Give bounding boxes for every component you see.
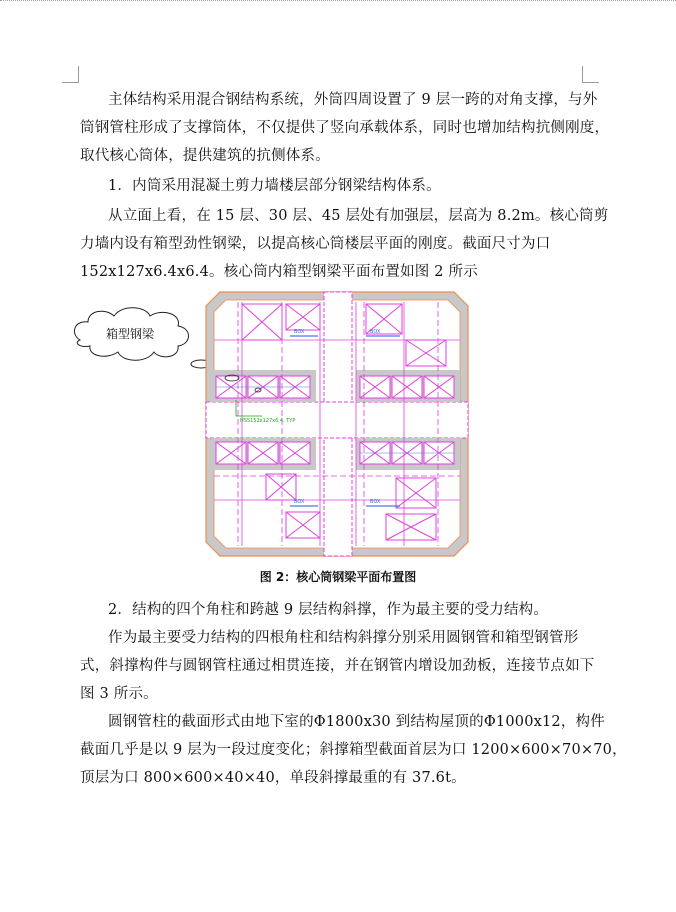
para6-line3: 顶层为口 800×600×40×40，单段斜撑最重的有 37.6t。 xyxy=(80,770,466,786)
para3-line1: 从立面上看，在 15 层、30 层、45 层处有加强层，层高为 8.2m。核心筒剪 xyxy=(108,208,609,224)
para6-line2: 截面几乎是以 9 层为一段过度变化；斜撑箱型截面首层为口 1200×600×70×70， xyxy=(80,742,627,758)
box-label: BOX xyxy=(370,329,381,335)
para5-line1: 作为最主要受力结构的四根角柱和结构斜撑分别采用圆钢管和箱型钢管形 xyxy=(108,630,579,646)
body-text-top xyxy=(80,88,610,288)
para6-line1: 圆钢管柱的截面形式由地下室的Φ1800x30 到结构屋顶的Φ1000x12，构件 xyxy=(108,714,605,730)
core-plan-drawing xyxy=(66,290,482,558)
core-plan-figure xyxy=(66,290,482,558)
crop-mark-top-right xyxy=(582,66,599,83)
callout-cloud xyxy=(74,308,211,368)
dimension-label: HSS152x127x6.4, TYP xyxy=(240,418,296,424)
para1-line3: 取代核心筒体，提供建筑的抗侧体系。 xyxy=(80,148,330,164)
para4-line1: 2．结构的四个角柱和跨越 9 层结构斜撑，作为最主要的受力结构。 xyxy=(108,602,549,618)
para1-line2: 筒钢管柱形成了支撑筒体，不仅提供了竖向承载体系，同时也增加结构抗侧刚度， xyxy=(80,120,610,136)
body-text-bottom xyxy=(80,598,627,798)
box-label: BOX xyxy=(370,499,381,505)
figure-caption: 图 2：核心筒钢梁平面布置图 xyxy=(259,570,417,584)
para2-line1: 1．内筒采用混凝土剪力墙楼层部分钢梁结构体系。 xyxy=(108,178,441,194)
box-label: BOX xyxy=(294,329,305,335)
para3-line3: 152x127x6.4x6.4。核心筒内箱型钢梁平面布置如图 2 所示 xyxy=(80,264,478,280)
callout-text: 箱型钢梁 xyxy=(106,327,155,341)
crop-mark-top-left xyxy=(62,66,79,83)
para5-line2: 式，斜撑构件与圆钢管柱通过相贯连接，并在钢管内增设加劲板，连接节点如下 xyxy=(80,658,595,674)
page-top-border xyxy=(0,0,676,4)
para1-line1: 主体结构采用混合钢结构系统，外筒四周设置了 9 层一跨的对角支撑，与外 xyxy=(108,92,598,108)
box-label: BOX xyxy=(294,499,305,505)
para5-line3: 图 3 所示。 xyxy=(80,686,158,702)
para3-line2: 力墙内设有箱型劲性钢梁，以提高核心筒楼层平面的刚度。截面尺寸为口 xyxy=(80,236,551,252)
